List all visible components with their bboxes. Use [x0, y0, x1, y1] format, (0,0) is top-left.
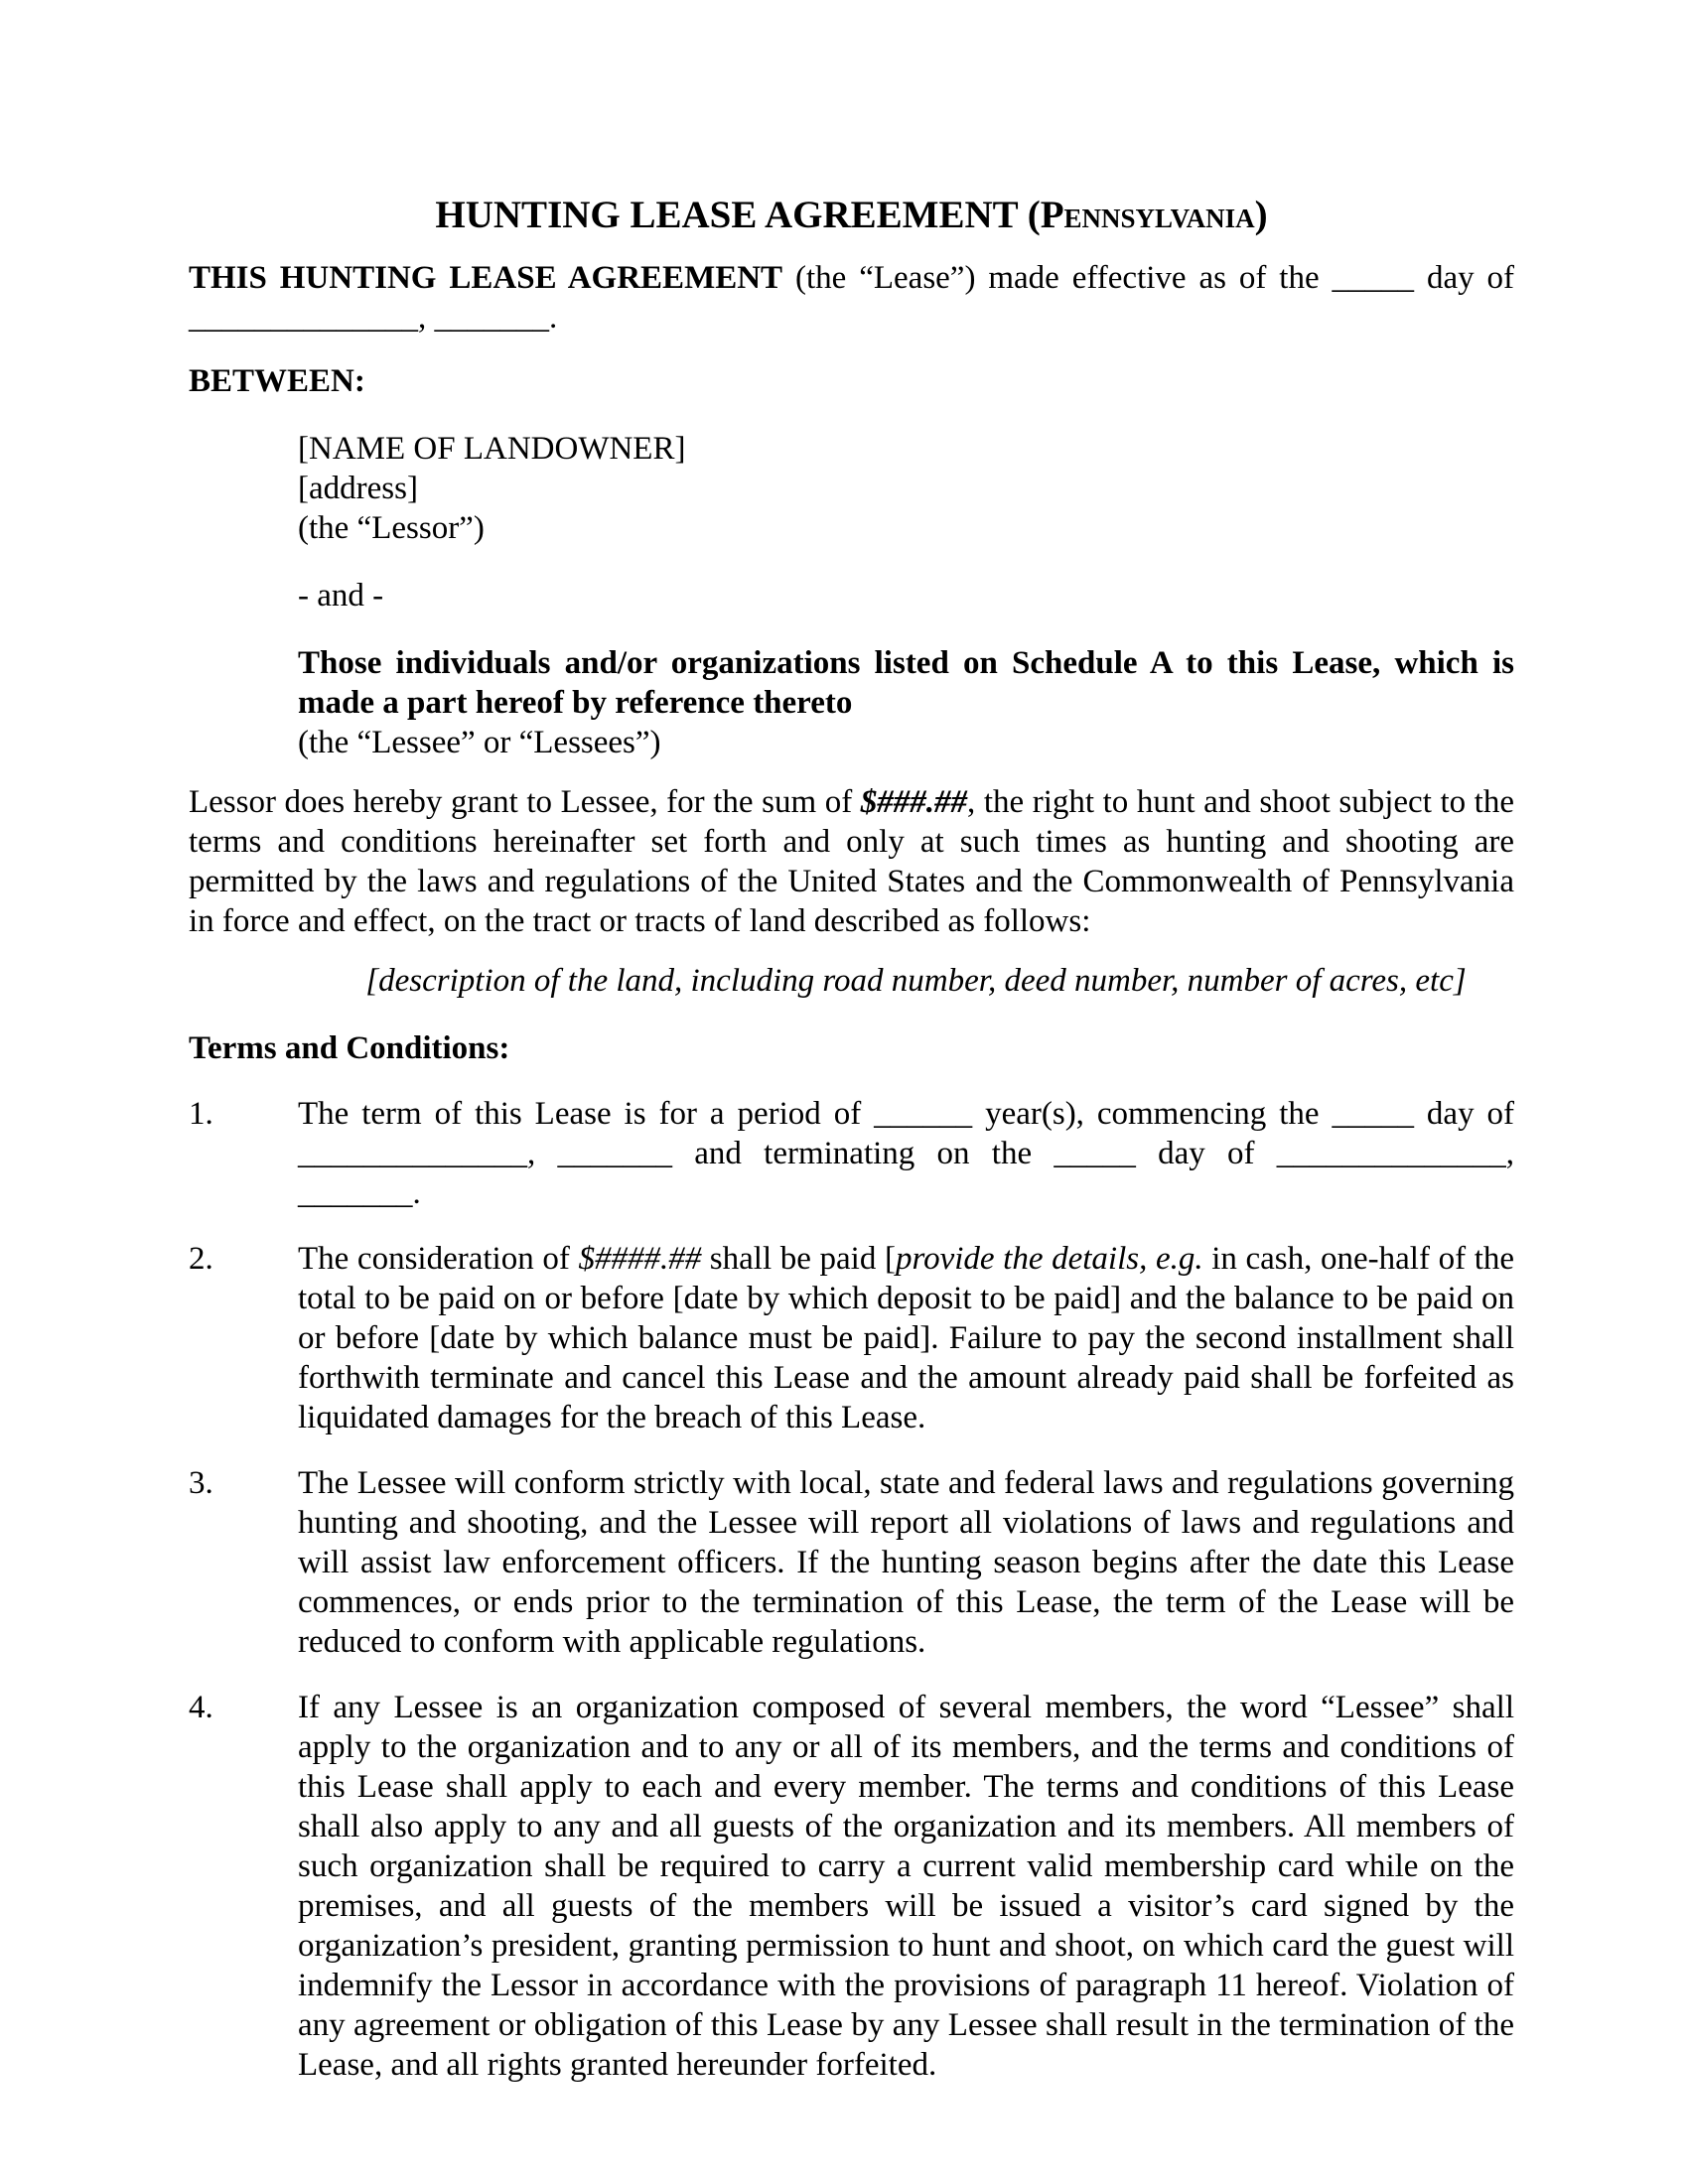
- term-2-text-mid: shall be paid [: [701, 1241, 896, 1277]
- term-number-2: 2.: [189, 1241, 213, 1277]
- between-label: BETWEEN:: [189, 363, 365, 399]
- term-item-3: [189, 1463, 1514, 1662]
- land-description-placeholder: [description of the land, including road number, deed number, number of acres, etc]: [365, 963, 1467, 999]
- terms-heading: Terms and Conditions:: [189, 1030, 510, 1066]
- term-number-4: 4.: [189, 1690, 213, 1725]
- provide-details-note: provide the details, e.g.: [895, 1241, 1203, 1277]
- lessee-designation: (the “Lessee” or “Lessees”): [298, 725, 661, 760]
- term-number-3: 3.: [189, 1465, 213, 1501]
- opening-paragraph: [189, 258, 1514, 338]
- lessee-description: Those individuals and/or organizations listed on Schedule A to this Lease, which is made a part hereof by reference thereto: [298, 645, 1514, 721]
- lessor-block: [298, 429, 1514, 548]
- consideration-placeholder: $####.##: [578, 1241, 702, 1277]
- grant-text-start: Lessor does hereby grant to Lessee, for the sum of: [189, 784, 861, 820]
- lessor-designation: (the “Lessor”): [298, 510, 485, 546]
- opening-bold-phrase: THIS HUNTING LEASE AGREEMENT: [189, 260, 783, 296]
- opening-rest: (the “Lease”) made effective as of the _____ day of ______________, _______.: [189, 260, 1515, 336]
- grant-text-end: , the right to hunt and shoot subject to the terms and conditions hereinafter set forth and only at such times as hunting and shooting are permitted by the laws and regulations of the United States and the Commonwealth of Pennsylvania in force and effect, on the tract or tracts of land described as follows:: [189, 784, 1514, 939]
- document-title: HUNTING LEASE AGREEMENT (Pennsylvania): [435, 194, 1268, 236]
- term-2-text-start: The consideration of: [298, 1241, 579, 1277]
- term-item-4: [189, 1688, 1514, 2085]
- term-2-text-end: in cash, one-half of the total to be paid on or before [date by which deposit to be paid] and the balance to be paid on or before [date by which balance must be paid]. Failure to pay the second installment shall forthwith terminate and cancel this Lease and the amount already paid shall be forfeited as liquidated damages for the breach of this Lease.: [298, 1241, 1515, 1435]
- landowner-name-placeholder: [NAME OF LANDOWNER]: [298, 431, 686, 467]
- landowner-address-placeholder: [address]: [298, 471, 418, 506]
- term-text-1: The term of this Lease is for a period of ______ year(s), commencing the _____ day of ______________, _______ and terminating on the _____ day of ______________, _______.: [298, 1096, 1514, 1211]
- and-separator: - and -: [298, 578, 384, 614]
- grant-paragraph: [189, 782, 1514, 941]
- term-item-1: [189, 1094, 1514, 1213]
- sum-placeholder: $###.##: [860, 784, 968, 820]
- term-number-1: 1.: [189, 1096, 213, 1132]
- term-item-2: [189, 1239, 1514, 1437]
- term-text-4: If any Lessee is an organization composed of several members, the word “Lessee” shall apply to the organization and to any or all of its members, and the terms and conditions of this Lease shall apply to each and every member. The terms and conditions of this Lease shall also apply to any and all guests of the organization and its members. All members of such organization shall be required to carry a current valid membership card while on the premises, and all guests of the members will be issued a visitor’s card signed by the organization’s president, granting permission to hunt and shoot, on which card the guest will indemnify the Lessor in accordance with the provisions of paragraph 11 hereof. Violation of any agreement or obligation of this Lease by any Lessee shall result in the termination of the Lease, and all rights granted hereunder forfeited.: [298, 1690, 1514, 2083]
- term-text-3: The Lessee will conform strictly with local, state and federal laws and regulations governing hunting and shooting, and the Lessee will report all violations of laws and regulations and will assist law enforcement officers. If the hunting season begins after the date this Lease commences, or ends prior to the termination of this Lease, the term of the Lease will be reduced to conform with applicable regulations.: [298, 1465, 1514, 1660]
- lessee-block: [298, 643, 1514, 762]
- term-text-2: [298, 1239, 1514, 1437]
